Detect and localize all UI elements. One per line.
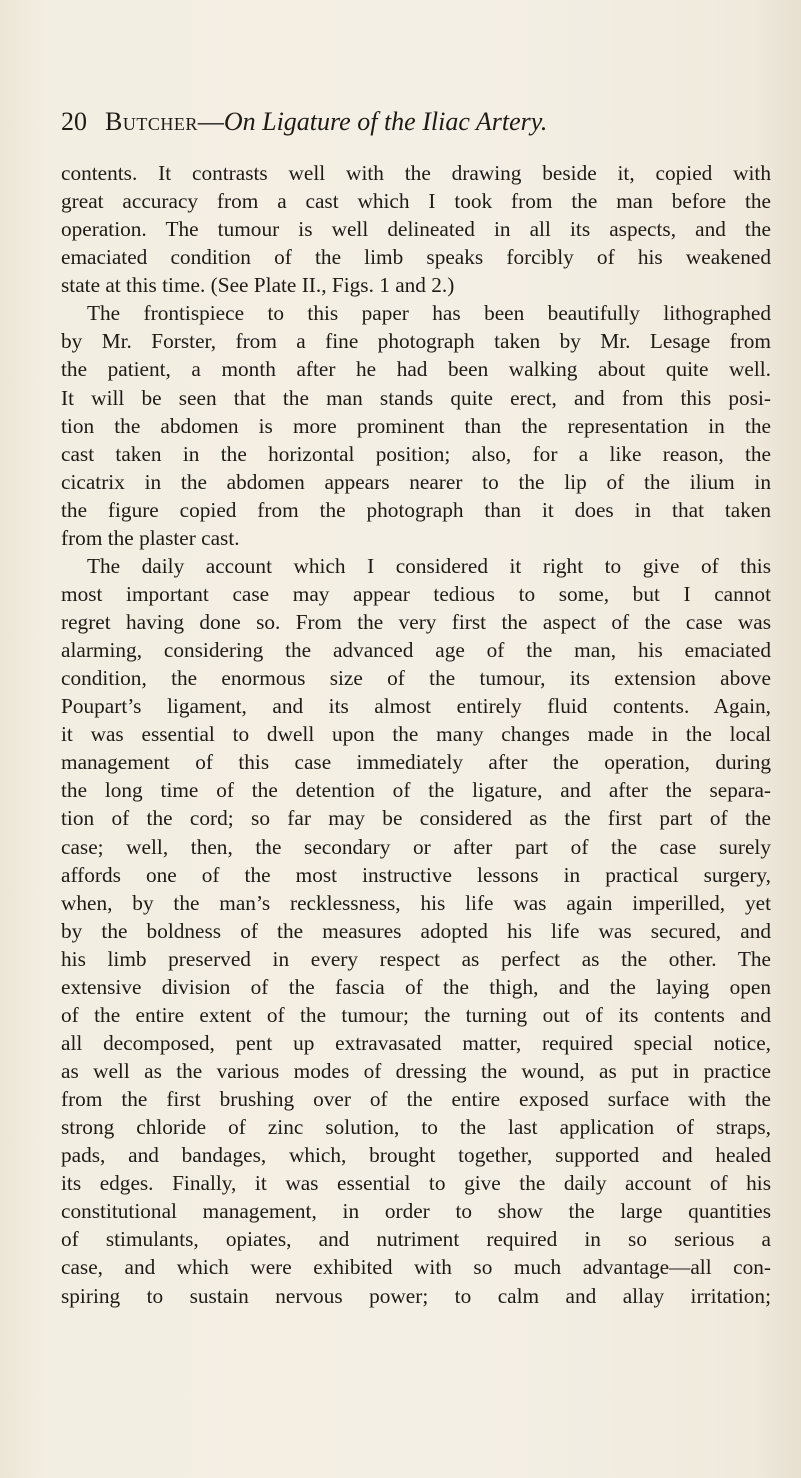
text-line: the figure copied from the photograph than it does in that taken — [61, 497, 771, 522]
text-line: case, and which were exhibited with so much advantage—all con- — [61, 1255, 771, 1280]
text-line: its edges. Finally, it was essential to give the daily account of his — [61, 1171, 771, 1196]
text-line: when, by the man’s recklessness, his life was again imperilled, yet — [61, 890, 771, 915]
text-line: regret having done so. From the very first the aspect of the case was — [61, 610, 771, 634]
text-line: tion the abdomen is more prominent than the representation in the — [61, 413, 771, 438]
text-line: condition, the enormous size of the tumour, its extension above — [61, 666, 771, 691]
text-line: management of this case immediately after the operation, during — [61, 750, 771, 775]
text-line: most important case may appear tedious to some, but I cannot — [61, 581, 771, 606]
text-line: emaciated condition of the limb speaks forcibly of his weakened — [61, 245, 771, 270]
text-line: tion of the cord; so far may be considered as the first part of the — [61, 806, 771, 831]
text-line: strong chloride of zinc solution, to the last application of straps, — [61, 1115, 771, 1140]
running-author: Butcher — [105, 107, 198, 136]
text-line: case; well, then, the secondary or after part of the case surely — [61, 834, 771, 859]
running-title: On Ligature of the Iliac Artery. — [223, 107, 548, 136]
text-line: of the entire extent of the tumour; the turning out of its contents and — [61, 1002, 771, 1027]
text-line: spiring to sustain nervous power; to calm and allay irritation; — [61, 1283, 771, 1308]
text-line: The daily account which I considered it right to give of this — [87, 553, 771, 578]
text-line: state at this time. (See Plate II., Figs. 1 and 2.) — [61, 273, 455, 298]
text-line: great accuracy from a cast which I took from the man before the — [61, 189, 771, 214]
running-header — [61, 104, 761, 140]
text-line: The frontispiece to this paper has been beautifully lithographed — [87, 301, 771, 326]
text-line: it was essential to dwell upon the many changes made in the local — [61, 722, 771, 747]
text-line: from the plaster cast. — [61, 525, 240, 550]
text-line: cicatrix in the abdomen appears nearer to the lip of the ilium in — [61, 469, 771, 494]
text-line: his limb preserved in every respect as perfect as the other. The — [61, 946, 771, 971]
text-line: cast taken in the horizontal position; also, for a like reason, the — [61, 441, 771, 466]
text-line: alarming, considering the advanced age of the man, his emaciated — [61, 638, 771, 663]
text-line: from the first brushing over of the entire exposed surface with the — [61, 1087, 771, 1112]
text-line: pads, and bandages, which, brought together, supported and healed — [61, 1143, 771, 1168]
text-line: of stimulants, opiates, and nutriment required in so serious a — [61, 1227, 771, 1252]
text-line: by Mr. Forster, from a fine photograph taken by Mr. Lesage from — [61, 329, 771, 354]
text-line: extensive division of the fascia of the thigh, and the laying open — [61, 974, 771, 999]
text-line: the long time of the detention of the ligature, and after the separa- — [61, 778, 771, 803]
text-line: as well as the various modes of dressing the wound, as put in practice — [61, 1059, 771, 1083]
text-line: affords one of the most instructive lessons in practical surgery, — [61, 862, 771, 887]
text-line: all decomposed, pent up extravasated matter, required special notice, — [61, 1030, 771, 1055]
text-line: Poupart’s ligament, and its almost entirely fluid contents. Again, — [61, 694, 771, 719]
body-text — [61, 159, 771, 1310]
text-line: operation. The tumour is well delineated in all its aspects, and the — [61, 217, 771, 242]
text-line: constitutional management, in order to show the large quantities — [61, 1199, 771, 1224]
running-separator: — — [197, 107, 224, 136]
page-number: 20 — [61, 107, 87, 136]
text-line: It will be seen that the man stands quite erect, and from this posi- — [61, 385, 771, 410]
text-line: contents. It contrasts well with the drawing beside it, copied with — [61, 161, 771, 185]
text-line: the patient, a month after he had been walking about quite well. — [61, 357, 771, 382]
text-line: by the boldness of the measures adopted his life was secured, and — [61, 918, 771, 943]
